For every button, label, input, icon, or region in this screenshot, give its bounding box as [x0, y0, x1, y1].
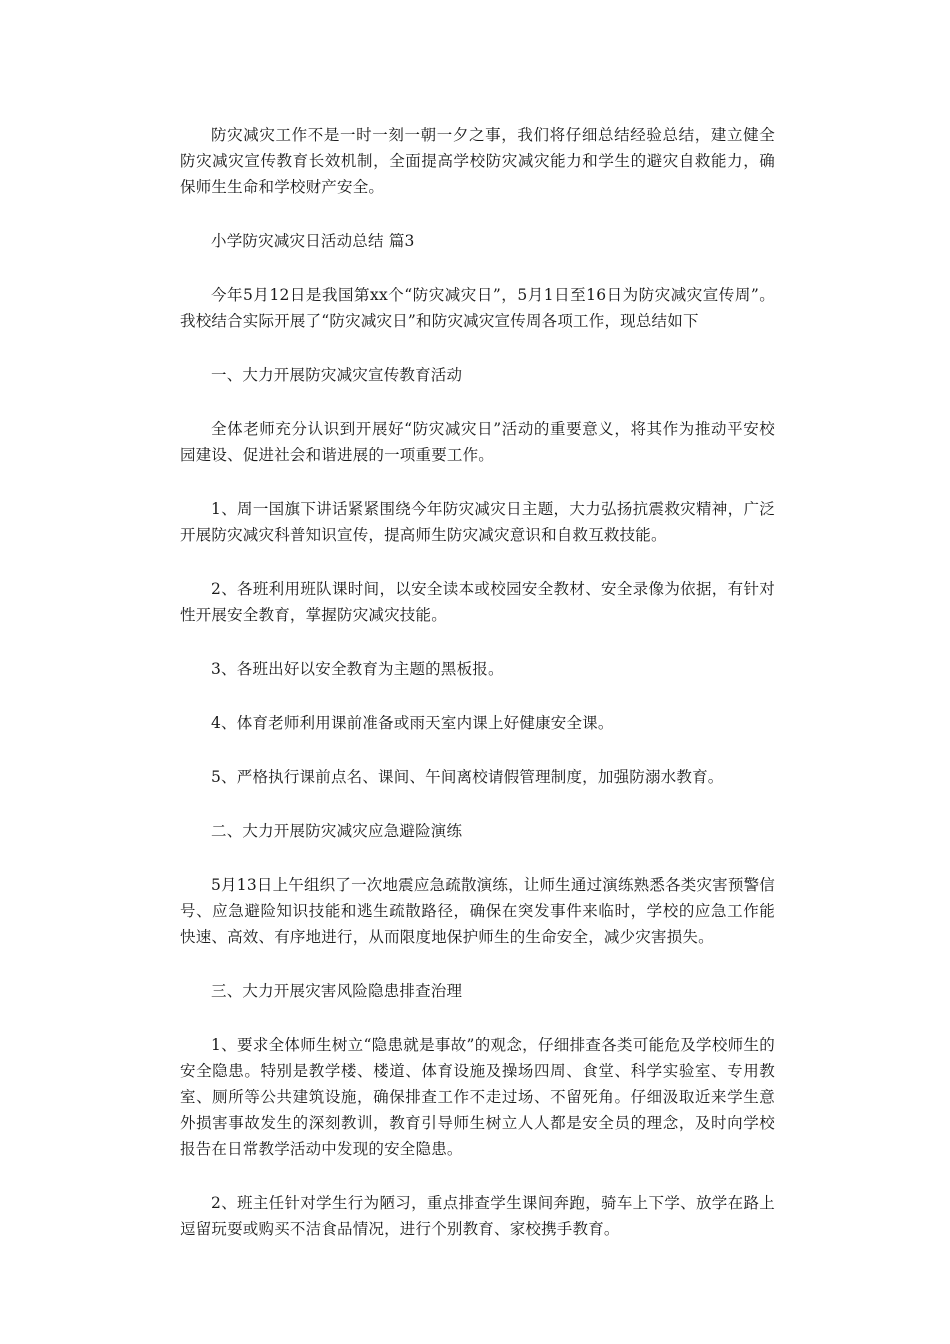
- list-item-1-2: 2、各班利用班队课时间，以安全读本或校园安全教材、安全录像为依据，有针对性开展安全教育，掌握防灾减灾技能。: [180, 580, 775, 624]
- list-item-1-5: 5、严格执行课前点名、课间、午间离校请假管理制度，加强防溺水教育。: [211, 768, 724, 786]
- list-item-1-1: 1、周一国旗下讲话紧紧围绕今年防灾减灾日主题，大力弘扬抗震救灾精神，广泛开展防灾减灾科普知识宣传，提高师生防灾减灾意识和自救互救技能。: [180, 500, 775, 544]
- paragraph-intro: 今年5月12日是我国第xx个“防灾减灾日”，5月1日至16日为防灾减灾宣传周”。我校结合实际开展了“防灾减灾日”和防灾减灾宣传周各项工作，现总结如下: [180, 286, 775, 330]
- list-item-3-1: 1、要求全体师生树立“隐患就是事故”的观念，仔细排查各类可能危及学校师生的安全隐患。特别是教学楼、楼道、体育设施及操场四周、食堂、科学实验室、专用教室、厕所等公共建筑设施，确保排查工作不走过场、不留死角。仔细汲取近来学生意外损害事故发生的深刻教训，教育引导师生树立人人都是安全员的理念，及时向学校报告在日常教学活动中发现的安全隐患。: [180, 1036, 775, 1158]
- list-item-3-2: 2、班主任针对学生行为陋习，重点排查学生课间奔跑，骑车上下学、放学在路上逗留玩耍或购买不洁食品情况，进行个别教育、家校携手教育。: [180, 1194, 775, 1238]
- paragraph-section-1: 全体老师充分认识到开展好“防灾减灾日”活动的重要意义，将其作为推动平安校园建设、促进社会和谐进展的一项重要工作。: [180, 420, 775, 464]
- section-heading-1: 一、大力开展防灾减灾宣传教育活动: [211, 366, 463, 384]
- paragraph-conclusion: 防灾减灾工作不是一时一刻一朝一夕之事，我们将仔细总结经验总结，建立健全防灾减灾宣传教育长效机制，全面提高学校防灾减灾能力和学生的避灾自救能力，确保师生生命和学校财产安全。: [180, 126, 775, 196]
- list-item-1-3: 3、各班出好以安全教育为主题的黑板报。: [211, 660, 504, 678]
- article-title: 小学防灾减灾日活动总结 篇3: [211, 232, 415, 250]
- paragraph-section-2: 5月13日上午组织了一次地震应急疏散演练，让师生通过演练熟悉各类灾害预警信号、应急避险知识技能和逃生疏散路径，确保在突发事件来临时，学校的应急工作能快速、高效、有序地进行，从而限度地保护师生的生命安全，减少灾害损失。: [180, 876, 775, 946]
- document-body: [180, 122, 775, 1242]
- section-heading-3: 三、大力开展灾害风险隐患排查治理: [211, 982, 463, 1000]
- list-item-1-4: 4、体育老师利用课前准备或雨天室内课上好健康安全课。: [211, 714, 614, 732]
- section-heading-2: 二、大力开展防灾减灾应急避险演练: [211, 822, 463, 840]
